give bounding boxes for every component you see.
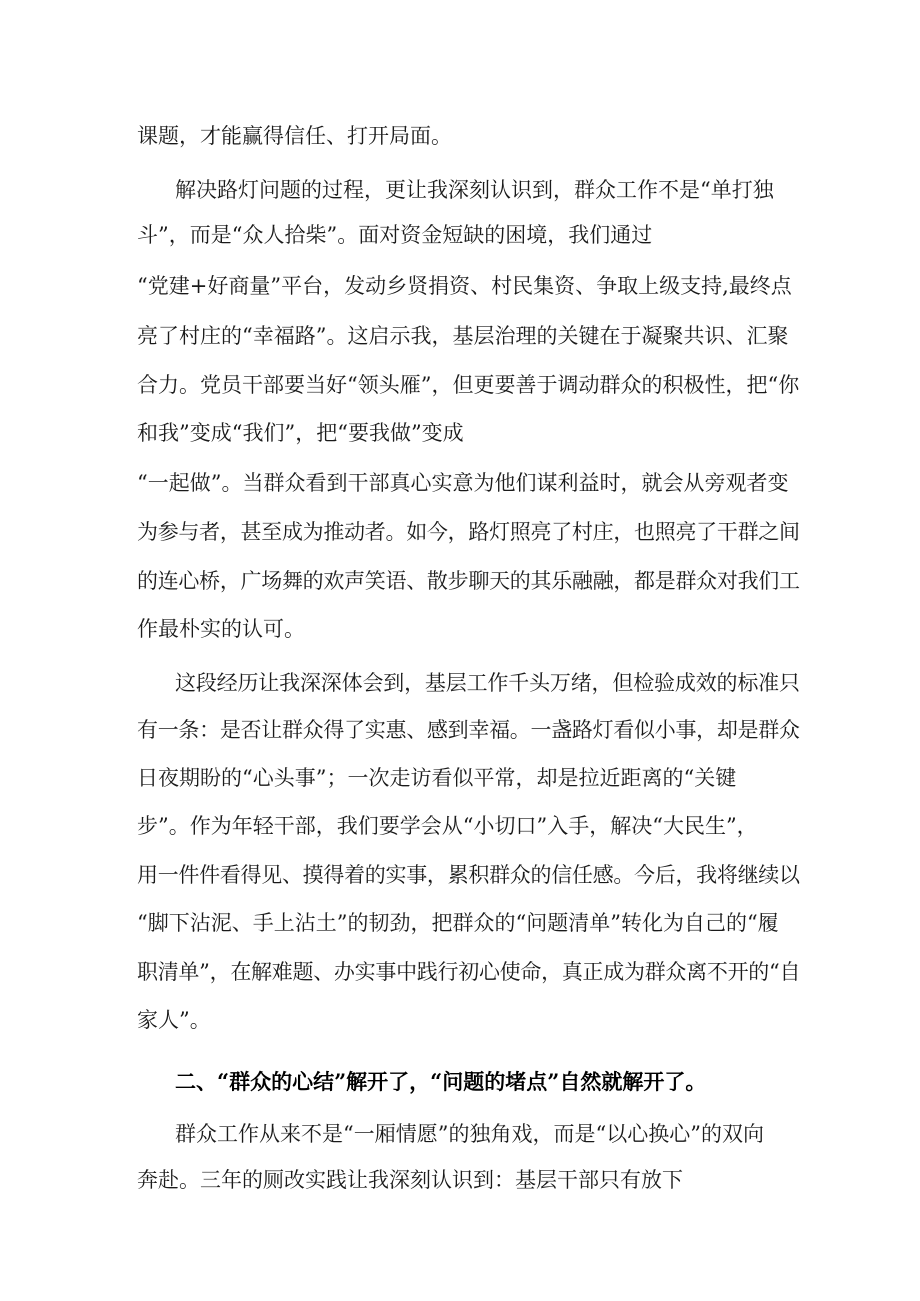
text-line: 奔赴。三年的厕改实践让我深刻认识到：基层干部只有放下 (137, 1168, 683, 1192)
paragraph-first-line: 群众工作从来不是“一厢情愿”的独角戏，而是“以心换心”的双向 (175, 1122, 764, 1146)
text-line: “脚下沾泥、手上沾土”的韧劲，把群众的“问题清单”转化为自己的“履 (137, 911, 779, 935)
text-line: 作最朴实的认可。 (137, 617, 305, 641)
text-line: 为参与者，甚至成为推动者。如今，路灯照亮了村庄，也照亮了干群之间 (137, 520, 800, 544)
text-line: 有一条：是否让群众得了实惠、感到幸福。一盏路灯看似小事，却是群众 (137, 718, 800, 742)
text-line: 步”。作为年轻干部，我们要学会从“小切口”入手，解决“大民生”， (137, 814, 758, 838)
text-line: 日夜期盼的“心头事”；一次走访看似平常，却是拉近距离的“关键 (137, 766, 737, 790)
paragraph-first-line: 解决路灯问题的过程，更让我深刻认识到，群众工作不是“单打独 (175, 178, 774, 202)
text-line: 和我”变成“我们”，把“要我做”变成 (137, 421, 464, 445)
text-line: 用一件件看得见、摸得着的实事，累积群众的信任感。今后，我将继续以 (137, 863, 800, 887)
text-line: 职清单”，在解难题、办实事中践行初心使命，真正成为群众离不开的“自 (137, 960, 801, 984)
text-line: 亮了村庄的“幸福路”。这启示我，基层治理的关键在于凝聚共识、汇聚 (137, 324, 789, 348)
text-line: 家人”。 (137, 1008, 211, 1032)
section-heading: 二、“群众的心结”解开了，“问题的堵点”自然就解开了。 (175, 1069, 707, 1094)
paragraph-first-line: 这段经历让我深深体会到，基层工作千头万绪，但检验成效的标准只 (175, 671, 800, 695)
text-line: “一起做”。当群众看到干部真心实意为他们谋利益时，就会从旁观者变 (137, 471, 789, 495)
text-line: “党建+好商量”平台，发动乡贤捐资、村民集资、争取上级支持,最终点 (137, 274, 792, 298)
text-line: 课题，才能赢得信任、打开局面。 (137, 124, 452, 148)
text-line: 的连心桥，广场舞的欢声笑语、散步聊天的其乐融融，都是群众对我们工 (137, 569, 800, 593)
text-line: 合力。党员干部要当好“领头雁”，但更要善于调动群众的积极性，把“你 (137, 373, 800, 397)
text-line: 斗”，而是“众人拾柴”。面对资金短缺的困境，我们通过 (137, 223, 653, 247)
